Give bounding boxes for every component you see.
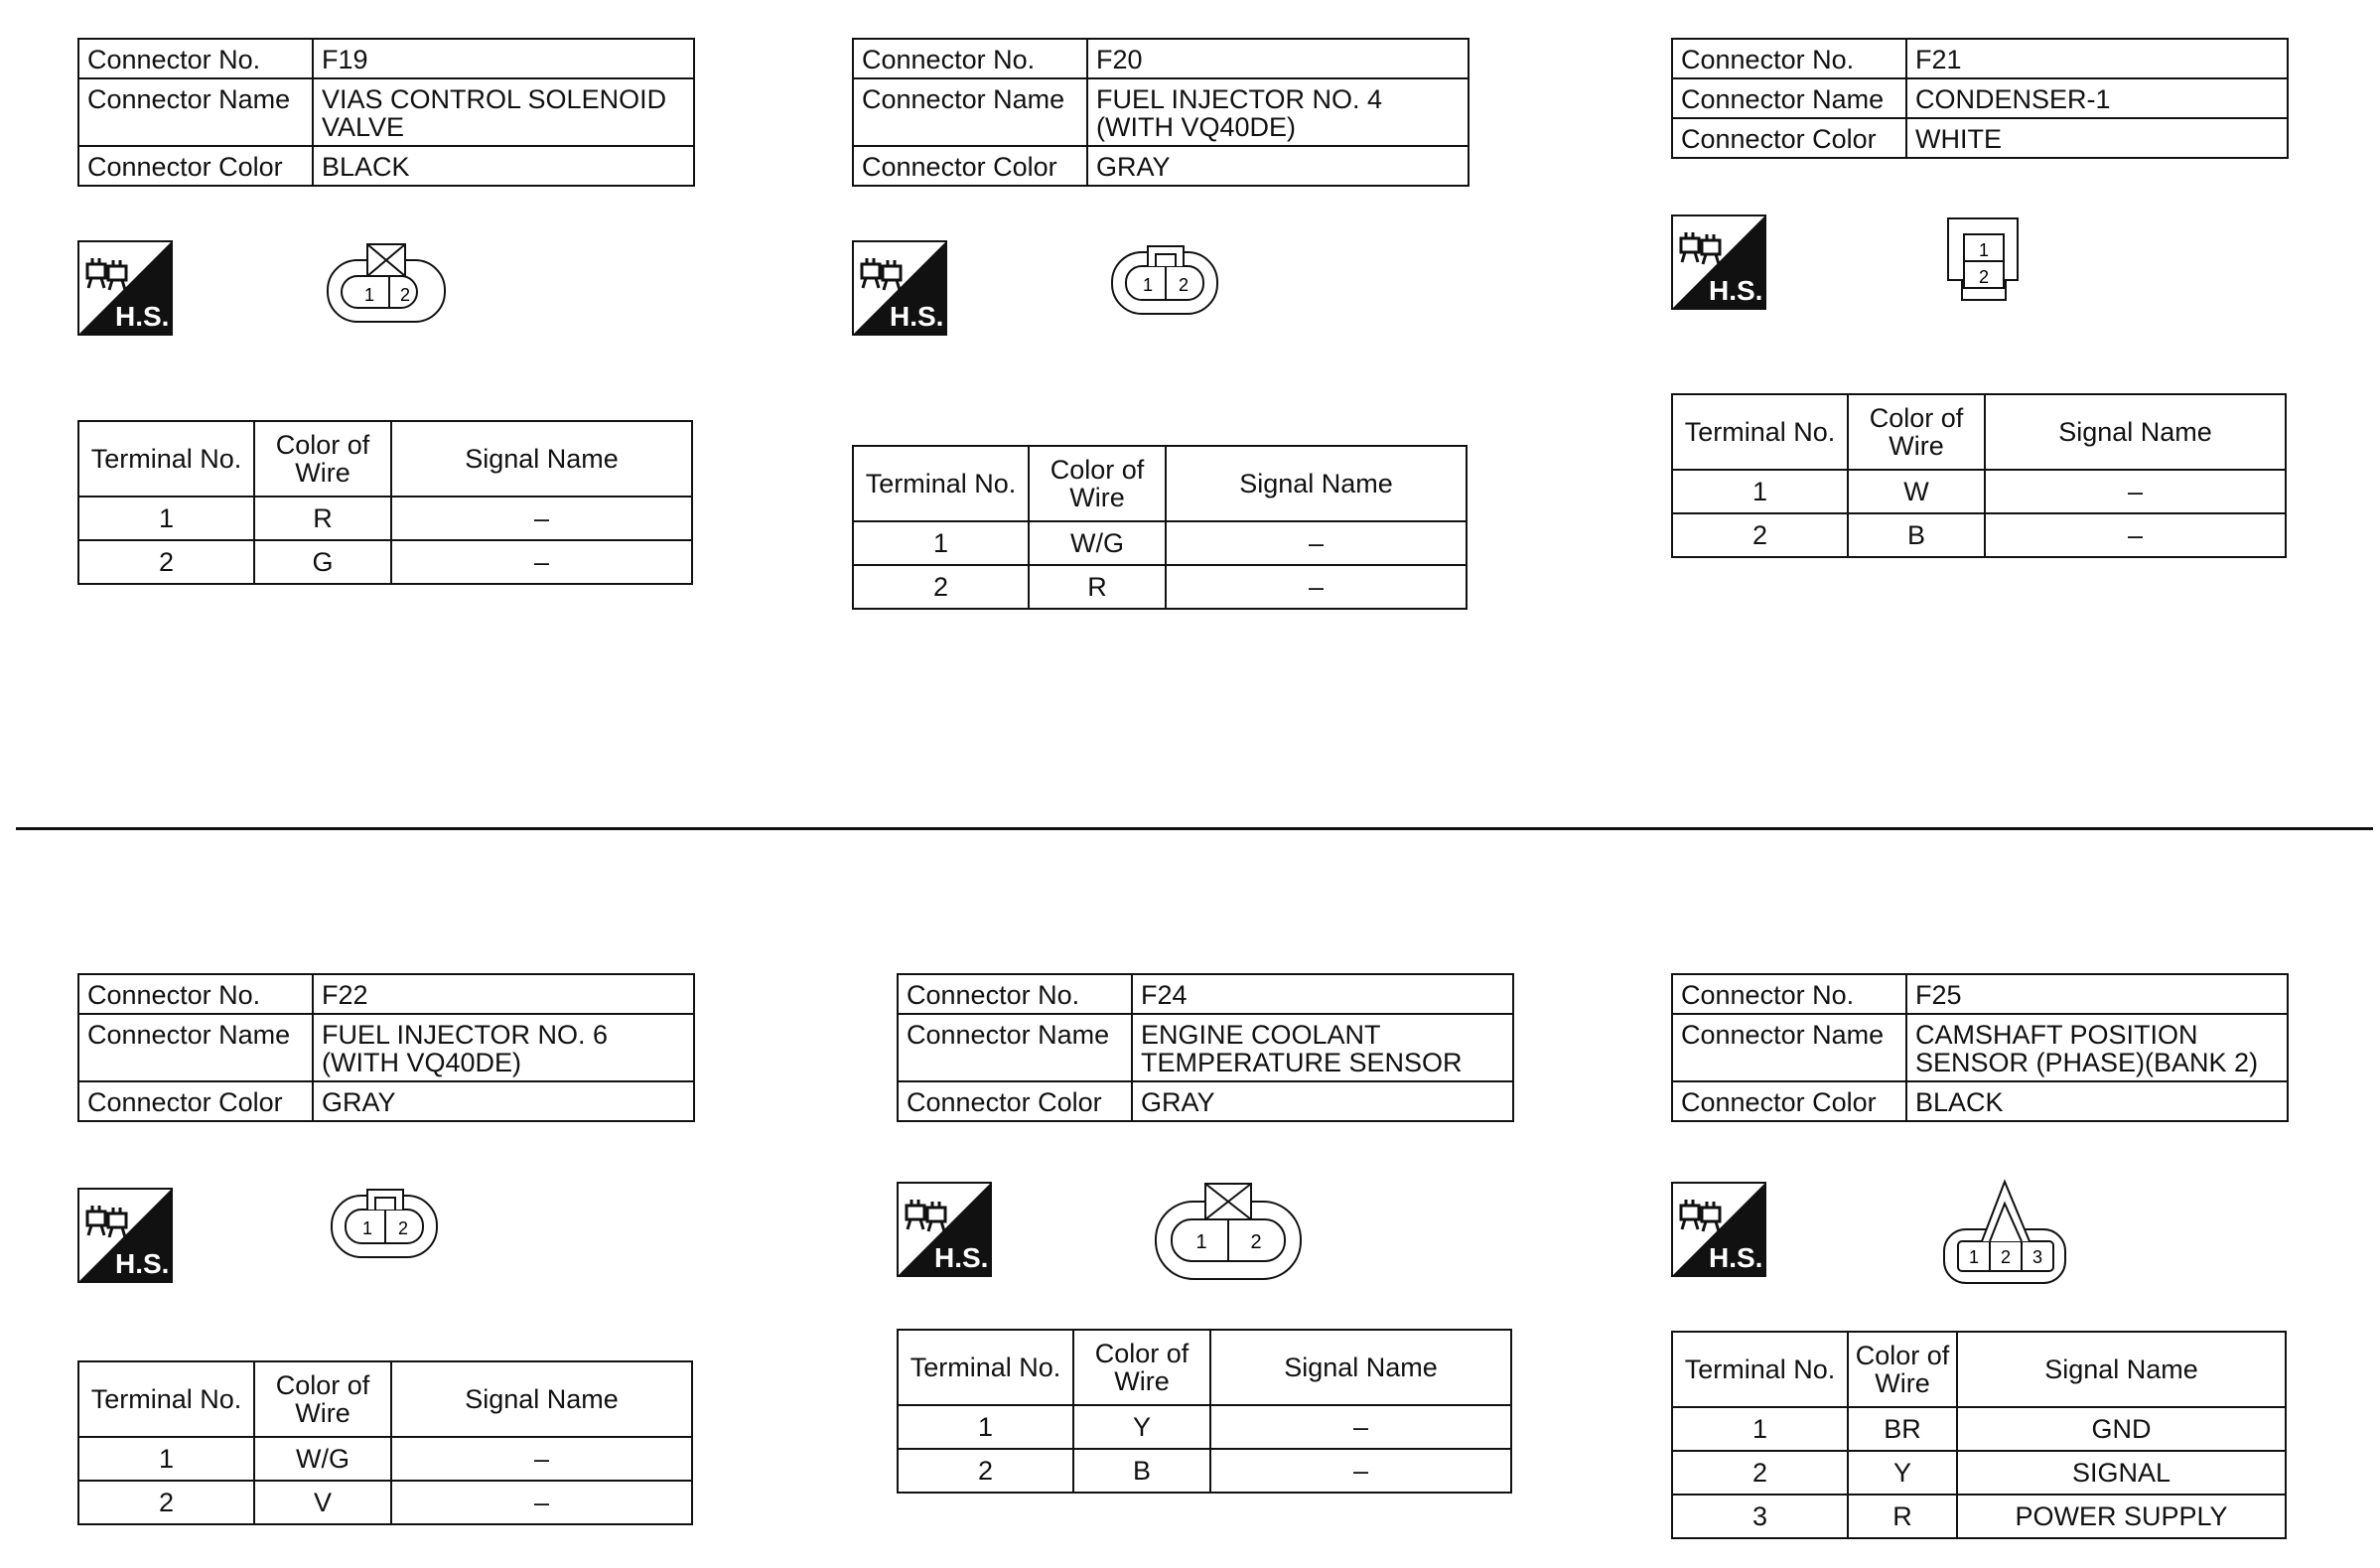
table-row [78, 540, 692, 584]
pin-2: 2 [399, 285, 411, 305]
connector-f20-terminals [852, 445, 1468, 610]
terminal-no: 1 [898, 1405, 1073, 1449]
pin-1: 1 [363, 285, 375, 305]
connector-f19-terminals [77, 420, 693, 585]
section-divider [16, 827, 2373, 830]
connector-no-label: Connector No. [1672, 974, 1906, 1014]
terminal-no: 3 [1672, 1495, 1848, 1538]
connector-f24-info [897, 973, 1514, 1122]
wire-color: W [1848, 470, 1985, 513]
connector-f25-diagram [1942, 1178, 2071, 1287]
wire-color-header: Color of Wire [1848, 1332, 1957, 1407]
hs-icon [77, 1188, 175, 1285]
wire-color-header: Color of Wire [1073, 1330, 1210, 1405]
pin-1: 1 [1195, 1231, 1207, 1253]
connector-color-label: Connector Color [853, 146, 1087, 186]
wire-color: BR [1848, 1407, 1957, 1451]
wire-color: R [254, 497, 391, 540]
table-row [898, 1405, 1511, 1449]
connector-f22-terminals [77, 1360, 693, 1525]
pin-1: 1 [361, 1218, 373, 1238]
signal-name-header: Signal Name [391, 421, 692, 497]
hs-label: H.S. [1709, 275, 1763, 306]
connector-f25-terminals [1671, 1331, 2287, 1539]
terminal-no-header: Terminal No. [78, 1361, 254, 1437]
pin-1: 1 [1142, 275, 1154, 295]
connector-name-label: Connector Name [1672, 1014, 1906, 1081]
hs-icon [1671, 214, 1768, 312]
signal-name-header: Signal Name [1210, 1330, 1511, 1405]
wire-color: R [1029, 565, 1166, 609]
connector-color-value: GRAY [1132, 1081, 1513, 1121]
connector-f21-info [1671, 38, 2289, 159]
wire-color: R [1848, 1495, 1957, 1538]
connector-no-value: F25 [1906, 974, 2288, 1014]
wire-color: V [254, 1481, 391, 1524]
pin-2: 2 [2000, 1247, 2012, 1267]
hs-label: H.S. [934, 1242, 989, 1273]
terminal-no: 2 [898, 1449, 1073, 1493]
connector-name-value: CONDENSER-1 [1906, 78, 2288, 118]
signal-name: GND [1957, 1407, 2286, 1451]
signal-name-header: Signal Name [1957, 1332, 2286, 1407]
pin-2: 2 [1250, 1231, 1262, 1253]
connector-name-value: ENGINE COOLANT TEMPERATURE SENSOR [1132, 1014, 1513, 1081]
terminal-no: 1 [1672, 470, 1848, 513]
connector-color-value: GRAY [1087, 146, 1469, 186]
wire-color: Y [1073, 1405, 1210, 1449]
connector-f21-terminals [1671, 393, 2287, 558]
signal-name: – [1985, 513, 2286, 557]
connector-no-value: F21 [1906, 39, 2288, 78]
connector-f20-info [852, 38, 1470, 187]
connector-color-label: Connector Color [898, 1081, 1132, 1121]
table-row [1672, 1407, 2286, 1451]
table-row [78, 497, 692, 540]
table-row [1672, 1451, 2286, 1495]
terminal-no: 2 [853, 565, 1029, 609]
terminal-no-header: Terminal No. [78, 421, 254, 497]
terminal-no: 2 [78, 540, 254, 584]
terminal-no: 2 [78, 1481, 254, 1524]
wire-color-header: Color of Wire [254, 1361, 391, 1437]
connector-name-value: CAMSHAFT POSITION SENSOR (PHASE)(BANK 2) [1906, 1014, 2288, 1081]
terminal-no: 1 [1672, 1407, 1848, 1451]
terminal-no: 2 [1672, 1451, 1848, 1495]
connector-name-label: Connector Name [853, 78, 1087, 146]
table-row [78, 1437, 692, 1481]
wire-color: W/G [254, 1437, 391, 1481]
wire-color-header: Color of Wire [254, 421, 391, 497]
terminal-no: 1 [78, 1437, 254, 1481]
connector-color-label: Connector Color [78, 1081, 313, 1121]
hs-label: H.S. [890, 301, 944, 332]
signal-name: POWER SUPPLY [1957, 1495, 2286, 1538]
signal-name-header: Signal Name [1166, 446, 1467, 521]
connector-no-label: Connector No. [1672, 39, 1906, 78]
terminal-no-header: Terminal No. [853, 446, 1029, 521]
connector-no-label: Connector No. [853, 39, 1087, 78]
connector-f22-info [77, 973, 695, 1122]
connector-name-value: FUEL INJECTOR NO. 4 (WITH VQ40DE) [1087, 78, 1469, 146]
table-row [1672, 470, 2286, 513]
signal-name: – [1210, 1405, 1511, 1449]
signal-name: – [1985, 470, 2286, 513]
signal-name: – [391, 1437, 692, 1481]
connector-no-value: F20 [1087, 39, 1469, 78]
connector-no-value: F22 [313, 974, 694, 1014]
connector-no-label: Connector No. [898, 974, 1132, 1014]
table-row [853, 565, 1467, 609]
wire-color: Y [1848, 1451, 1957, 1495]
connector-color-label: Connector Color [1672, 1081, 1906, 1121]
terminal-no-header: Terminal No. [898, 1330, 1073, 1405]
hs-icon [77, 240, 175, 338]
pin-2: 2 [397, 1218, 409, 1238]
signal-name: – [391, 540, 692, 584]
wire-color-header: Color of Wire [1848, 394, 1985, 470]
table-row [1672, 1495, 2286, 1538]
wire-color-header: Color of Wire [1029, 446, 1166, 521]
signal-name-header: Signal Name [391, 1361, 692, 1437]
connector-color-label: Connector Color [78, 146, 313, 186]
connector-color-value: BLACK [313, 146, 694, 186]
hs-label: H.S. [115, 1248, 170, 1279]
terminal-no: 1 [78, 497, 254, 540]
connector-color-value: WHITE [1906, 118, 2288, 158]
connector-no-value: F19 [313, 39, 694, 78]
connector-color-value: GRAY [313, 1081, 694, 1121]
pin-2: 2 [1178, 275, 1190, 295]
hs-label: H.S. [1709, 1242, 1763, 1273]
table-row [898, 1449, 1511, 1493]
connector-name-label: Connector Name [78, 78, 313, 146]
connector-f24-diagram [1154, 1178, 1305, 1283]
connector-f20-diagram [1110, 238, 1221, 320]
connector-f19-info [77, 38, 695, 187]
signal-name: – [1166, 521, 1467, 565]
connector-name-label: Connector Name [78, 1014, 313, 1081]
connector-f22-diagram [330, 1182, 441, 1263]
connector-f19-diagram [326, 238, 449, 326]
signal-name: – [1166, 565, 1467, 609]
terminal-no-header: Terminal No. [1672, 1332, 1848, 1407]
connector-color-label: Connector Color [1672, 118, 1906, 158]
connector-f21-diagram [1946, 216, 2022, 304]
pin-3: 3 [2031, 1247, 2043, 1267]
connector-f24-terminals [897, 1329, 1512, 1494]
table-row [78, 1481, 692, 1524]
signal-name: SIGNAL [1957, 1451, 2286, 1495]
terminal-no: 1 [853, 521, 1029, 565]
pin-1: 1 [1968, 1247, 1980, 1267]
connector-name-value: VIAS CONTROL SOLENOID VALVE [313, 78, 694, 146]
hs-icon [897, 1182, 994, 1279]
connector-no-label: Connector No. [78, 974, 313, 1014]
pin-1: 1 [1978, 240, 1990, 260]
connector-no-label: Connector No. [78, 39, 313, 78]
connector-color-value: BLACK [1906, 1081, 2288, 1121]
hs-icon [1671, 1182, 1768, 1279]
connector-name-label: Connector Name [1672, 78, 1906, 118]
signal-name-header: Signal Name [1985, 394, 2286, 470]
table-row [1672, 513, 2286, 557]
table-row [853, 521, 1467, 565]
signal-name: – [391, 1481, 692, 1524]
connector-no-value: F24 [1132, 974, 1513, 1014]
wire-color: G [254, 540, 391, 584]
terminal-no: 2 [1672, 513, 1848, 557]
connector-name-label: Connector Name [898, 1014, 1132, 1081]
pin-2: 2 [1978, 267, 1990, 287]
signal-name: – [391, 497, 692, 540]
signal-name: – [1210, 1449, 1511, 1493]
terminal-no-header: Terminal No. [1672, 394, 1848, 470]
wire-color: W/G [1029, 521, 1166, 565]
hs-icon [852, 240, 949, 338]
connector-f25-info [1671, 973, 2289, 1122]
hs-label: H.S. [115, 301, 170, 332]
connector-name-value: FUEL INJECTOR NO. 6 (WITH VQ40DE) [313, 1014, 694, 1081]
wire-color: B [1073, 1449, 1210, 1493]
wire-color: B [1848, 513, 1985, 557]
